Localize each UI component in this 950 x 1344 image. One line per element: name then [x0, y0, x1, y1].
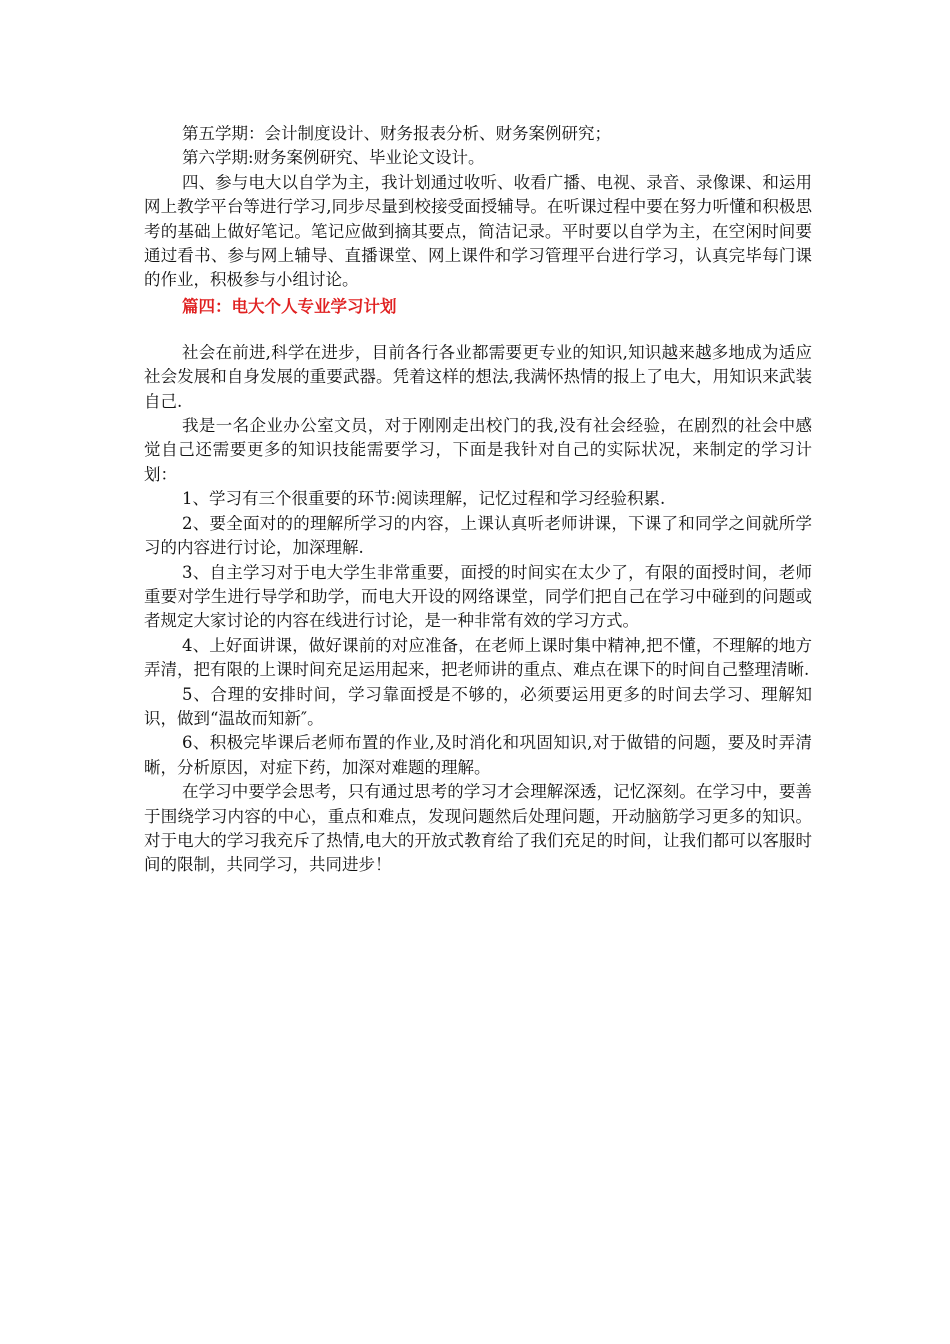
- paragraph-semester-five: 第五学期：会计制度设计、财务报表分析、财务案例研究；: [182, 124, 611, 143]
- paragraph-body-3: 1、学习有三个很重要的环节:阅读理解，记忆过程和学习经验积累.: [182, 489, 666, 509]
- paragraph-semester-six: 第六学期:财务案例研究、毕业论文设计。: [182, 148, 485, 168]
- paragraph-body-2: 我是一名企业办公室文员，对于刚刚走出校门的我,没有社会经验，在剧烈的社会中感觉自己还需要更多的知识技能需要学习，下面是我针对自己的实际状况，来制定的学习计划：: [144, 416, 812, 484]
- paragraph-body-8: 6、积极完毕课后老师布置的作业,及时消化和巩固知识,对于做错的问题，要及时弄清晰，分析原因，对症下药，加深对难题的理解。: [144, 733, 812, 777]
- paragraph-body-4: 2、要全面对的的理解所学习的内容，上课认真听老师讲课，下课了和同学之间就所学习的内容进行讨论，加深理解.: [144, 513, 812, 558]
- section-heading: 篇四：电大个人专业学习计划: [182, 296, 397, 316]
- paragraph-body-7: 5、合理的安排时间，学习靠面授是不够的，必须要运用更多的时间去学习、理解知识，做到“温故而知新″。: [144, 684, 812, 728]
- paragraph-body-1: 社会在前进,科学在进步，目前各行各业都需要更专业的知识,知识越来越多地成为适应社会发展和自身发展的重要武器。凭着这样的想法,我满怀热情的报上了电大，用知识来武装自己.: [144, 342, 812, 411]
- paragraph-body-5: 3、自主学习对于电大学生非常重要，面授的时间实在太少了，有限的面授时间，老师重要对学生进行导学和助学，而电大开设的网络课堂，同学们把自己在学习中碰到的问题或者规定大家讨论的内容在线进行讨论，是一种非常有效的学习方式。: [144, 562, 812, 631]
- section-spacer: [144, 319, 812, 341]
- paragraph-body-6: 4、上好面讲课，做好课前的对应准备，在老师上课时集中精神,把不懂，不理解的地方弄清，把有限的上课时间充足运用起来，把老师讲的重点、难点在课下的时间自己整理清晰.: [144, 635, 812, 680]
- paragraph-study-method: 四、参与电大以自学为主，我计划通过收听、收看广播、电视、录音、录像课、和运用网上教学平台等进行学习,同步尽量到校接受面授辅导。在听课过程中要在努力听懂和积极思考的基础上做好笔记。笔记应做到摘其要点，简洁记录。平时要以自学为主，在空闲时间要通过看书、参与网上辅导、直播课堂、网上课件和学习管理平台进行学习，认真完毕每门课的作业，积极参与小组讨论。: [144, 172, 812, 290]
- paragraph-body-9: 在学习中要学会思考，只有通过思考的学习才会理解深透，记忆深刻。在学习中，要善于围绕学习内容的中心，重点和难点，发现问题然后处理问题，开动脑筋学习更多的知识。对于电大的学习我充斥了热情,电大的开放式教育给了我们充足的时间，让我们都可以客服时间的限制，共同学习，共同进步！: [144, 782, 812, 875]
- document-page: [144, 122, 812, 878]
